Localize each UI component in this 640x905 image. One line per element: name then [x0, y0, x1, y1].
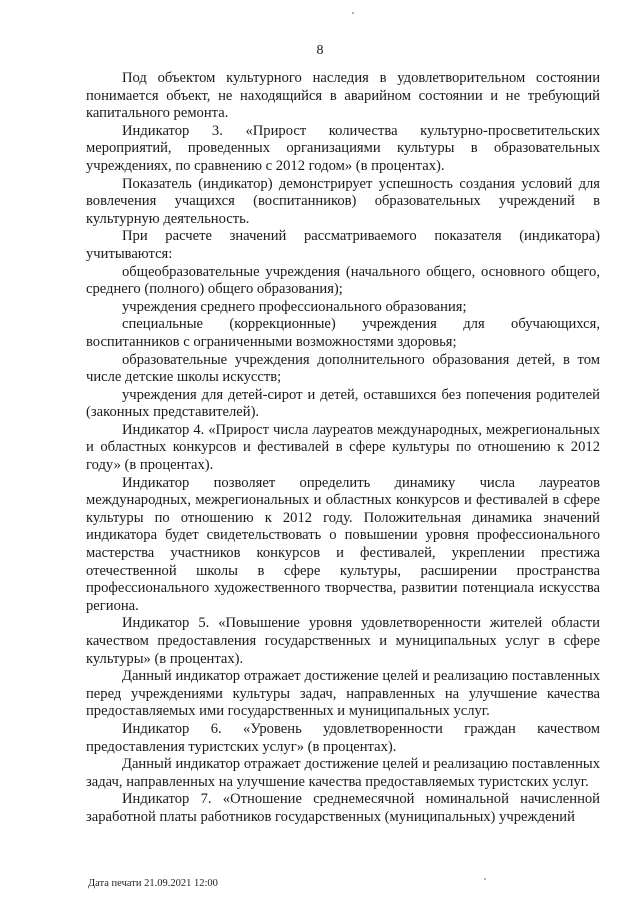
paragraph-indicator-3-title: Индикатор 3. «Прирост количества культурно-просветительских мероприятий, проведенных организациями культуры в образовательных учреждениях, по сравнению с 2012 годом» (в процентах). — [86, 122, 600, 174]
paragraph-indicator-5-description: Данный индикатор отражает достижение целей и реализацию поставленных перед учреждениями культуры задач, направленных на улучшение качества предоставляемых ими государственных и муниципальных услуг. — [86, 668, 600, 720]
scan-speck — [352, 12, 354, 14]
paragraph-indicator-6-title: Индикатор 6. «Уровень удовлетворенности граждан качеством предоставления туристских услуг» (в процентах). — [86, 720, 600, 755]
paragraph-indicator-7-title: Индикатор 7. «Отношение среднемесячной номинальной начисленной заработной платы работников государственных (муниципальных) учреждений — [86, 791, 600, 825]
paragraph-indicator-3-description: Показатель (индикатор) демонстрирует успешность создания условий для вовлечения учащихся (воспитанников) образовательных учреждений в культурную деятельность. — [86, 175, 600, 227]
paragraph-calculation-intro: При расчете значений рассматриваемого показателя (индикатора) учитываются: — [86, 228, 600, 262]
document-body — [86, 70, 600, 827]
list-item-vocational-education: учреждения среднего профессионального образования; — [122, 298, 467, 315]
print-date-footer: Дата печати 21.09.2021 12:00 — [88, 878, 218, 889]
paragraph-cultural-heritage-definition: Под объектом культурного наследия в удовлетворительном состоянии понимается объект, не находящийся в аварийном состоянии и не требующий капитального ремонта. — [86, 70, 600, 122]
page-number: 8 — [316, 43, 324, 58]
paragraph-indicator-4-description: Индикатор позволяет определить динамику числа лауреатов международных, межрегиональных и областных конкурсов и фестивалей в сфере культуры по отношению к 2012 году. Положительная динамика значений индикатора будет свидетельствовать о повышении уровня профессионального мастерства участников конкурсов и фестивалей, укреплении престижа отечественной школы в сфере культуры, расширении пространства профессионального художественного творчества, развитии потенциала искусства региона. — [86, 474, 600, 614]
paragraph-indicator-6-description: Данный индикатор отражает достижение целей и реализацию поставленных задач, направленных на улучшение качества предоставляемых туристских услуг. — [86, 756, 600, 790]
list-item-special-institutions: специальные (коррекционные) учреждения для обучающихся, воспитанников с ограниченными возможностями здоровья; — [86, 316, 600, 350]
list-item-orphan-institutions: учреждения для детей-сирот и детей, оставшихся без попечения родителей (законных представителей). — [86, 386, 600, 421]
scan-speck — [484, 878, 486, 880]
list-item-additional-education: образовательные учреждения дополнительного образования детей, в том числе детские школы искусств; — [86, 351, 600, 386]
paragraph-indicator-4-title: Индикатор 4. «Прирост числа лауреатов международных, межрегиональных и областных конкурсов и фестивалей в сфере культуры по отношению к 2012 году» (в процентах). — [86, 421, 600, 474]
list-item-general-education: общеобразовательные учреждения (начального общего, основного общего, среднего (полного) общего образования); — [86, 263, 600, 298]
paragraph-indicator-5-title: Индикатор 5. «Повышение уровня удовлетворенности жителей области качеством предоставления государственных и муниципальных услуг в сфере культуры» (в процентах). — [86, 615, 600, 667]
